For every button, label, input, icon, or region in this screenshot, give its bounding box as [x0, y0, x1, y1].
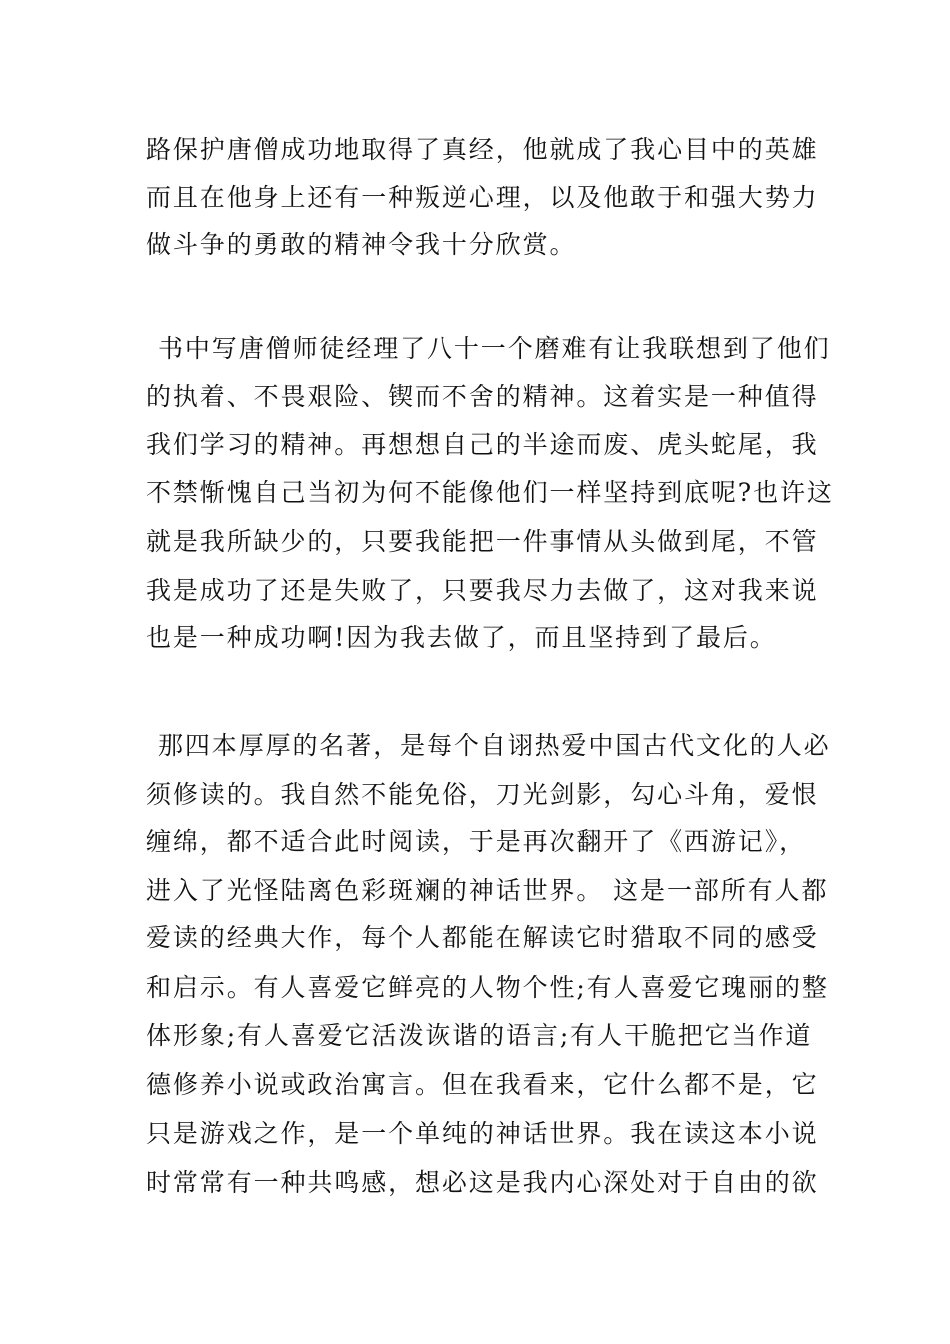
text-line: 也是一种成功啊!因为我去做了，而且坚持到了最后。: [146, 623, 777, 652]
text-line: 德修养小说或政治寓言。但在我看来，它什么都不是，它: [146, 1070, 819, 1099]
text-line: 做斗争的勇敢的精神令我十分欣赏。: [146, 230, 577, 259]
text-line: 就是我所缺少的，只要我能把一件事情从头做到尾，不管: [146, 527, 819, 556]
text-line: 的执着、不畏艰险、锲而不舍的精神。这着实是一种值得: [146, 382, 819, 411]
text-line: 不禁惭愧自己当初为何不能像他们一样坚持到底呢?也许这: [146, 478, 834, 507]
text-line: 我们学习的精神。再想想自己的半途而废、虎头蛇尾，我: [146, 430, 819, 459]
text-line: 须修读的。我自然不能免俗，刀光剑影，勾心斗角，爱恨: [146, 780, 819, 809]
text-line: 体形象;有人喜爱它活泼诙谐的语言;有人干脆把它当作道: [146, 1021, 813, 1050]
text-line: 进入了光怪陆离色彩斑斓的神话世界。 这是一部所有人都: [146, 876, 829, 905]
text-line: 我是成功了还是失败了，只要我尽力去做了，这对我来说: [146, 576, 819, 605]
text-line: 而且在他身上还有一种叛逆心理，以及他敢于和强大势力: [146, 183, 819, 212]
text-line: 缠绵，都不适合此时阅读，于是再次翻开了《西游记》，: [146, 827, 807, 856]
text-line: 只是游戏之作，是一个单纯的神话世界。我在读这本小说: [146, 1119, 819, 1148]
text-line: 和启示。有人喜爱它鲜亮的人物个性;有人喜爱它瑰丽的整: [146, 973, 829, 1002]
text-line: 时常常有一种共鸣感，想必这是我内心深处对于自由的欲: [146, 1168, 819, 1197]
text-line: 路保护唐僧成功地取得了真经，他就成了我心目中的英雄: [146, 135, 819, 164]
text-line: 那四本厚厚的名著，是每个自诩热爱中国古代文化的人必: [158, 731, 831, 760]
text-line: 爱读的经典大作，每个人都能在解读它时猎取不同的感受: [146, 923, 819, 952]
text-line: 书中写唐僧师徒经理了八十一个磨难有让我联想到了他们: [158, 334, 831, 363]
